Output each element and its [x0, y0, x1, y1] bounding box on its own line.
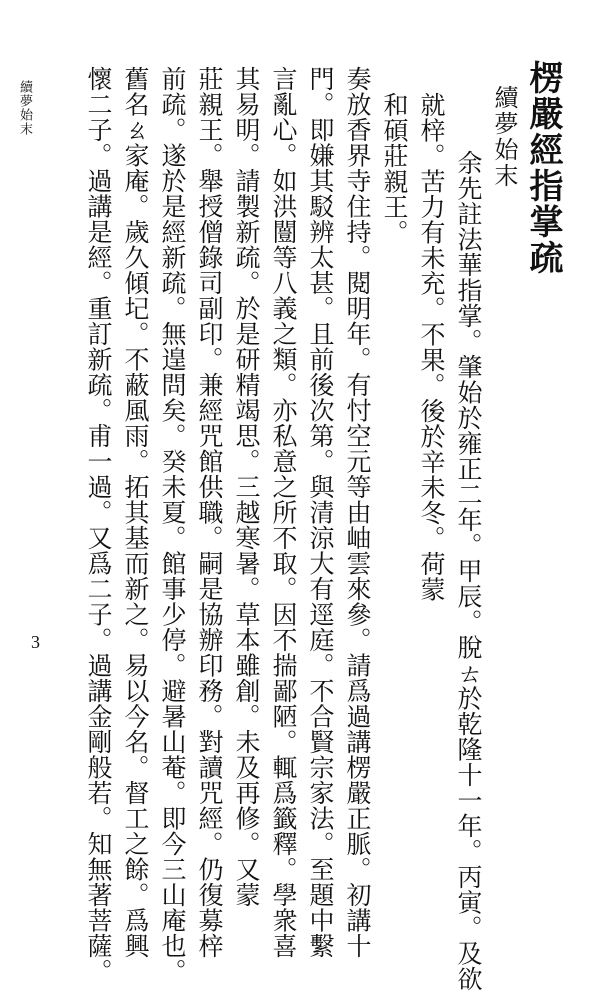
text-line: 其易明。請製新疏。於是研精竭思。三越寒暑。草本雖創。未及再修。又蒙 — [232, 66, 261, 908]
text-line: 和碩莊親王。 — [380, 92, 409, 245]
text-line: 余先註法華指掌。肇始於雍正二年。甲辰。脫ㄊ於乾隆十一年。丙寅。及欲 — [454, 150, 483, 992]
text-line: 懷二子。過講是經。重訂新疏。甫一過。又爲二子。過講金剛般若。知無著菩薩。 — [84, 66, 113, 984]
text-line: 門。即嫌其駁辨太甚。且前後次第。與清涼大有逕庭。不合賢宗家法。至題中繫 — [306, 66, 335, 959]
text-line: 就梓。苦力有未充。不果。後於辛未冬。荷蒙 — [417, 92, 446, 602]
running-head: 續夢始末 — [17, 80, 32, 136]
book-title: 楞嚴經指掌疏 — [523, 60, 563, 276]
section-title: 續夢始末 — [490, 85, 518, 189]
page-number: 3 — [31, 632, 40, 652]
text-line: 前疏。遂於是經新疏。無遑問矣。癸未夏。館事少停。避暑山菴。即今三山庵也。 — [158, 66, 187, 984]
text-line: 莊親王。舉授僧錄司副印。兼經咒館供職。嗣是協辦印務。對讀咒經。仍復募梓 — [195, 66, 224, 959]
text-line: 言亂心。如洪闓等八義之類。亦私意之所不取。因不揣鄙陋。輒爲籤釋。學衆喜 — [269, 66, 298, 959]
text-line: 舊名ㄠ家庵。歲久傾圮。不蔽風雨。拓其基而新之。易以今名。督工之餘。爲興 — [121, 66, 150, 959]
text-line: 奏放香界寺住持。閱明年。有忖空元等由岫雲來參。請爲過講楞嚴正脈。初講十 — [343, 66, 372, 959]
